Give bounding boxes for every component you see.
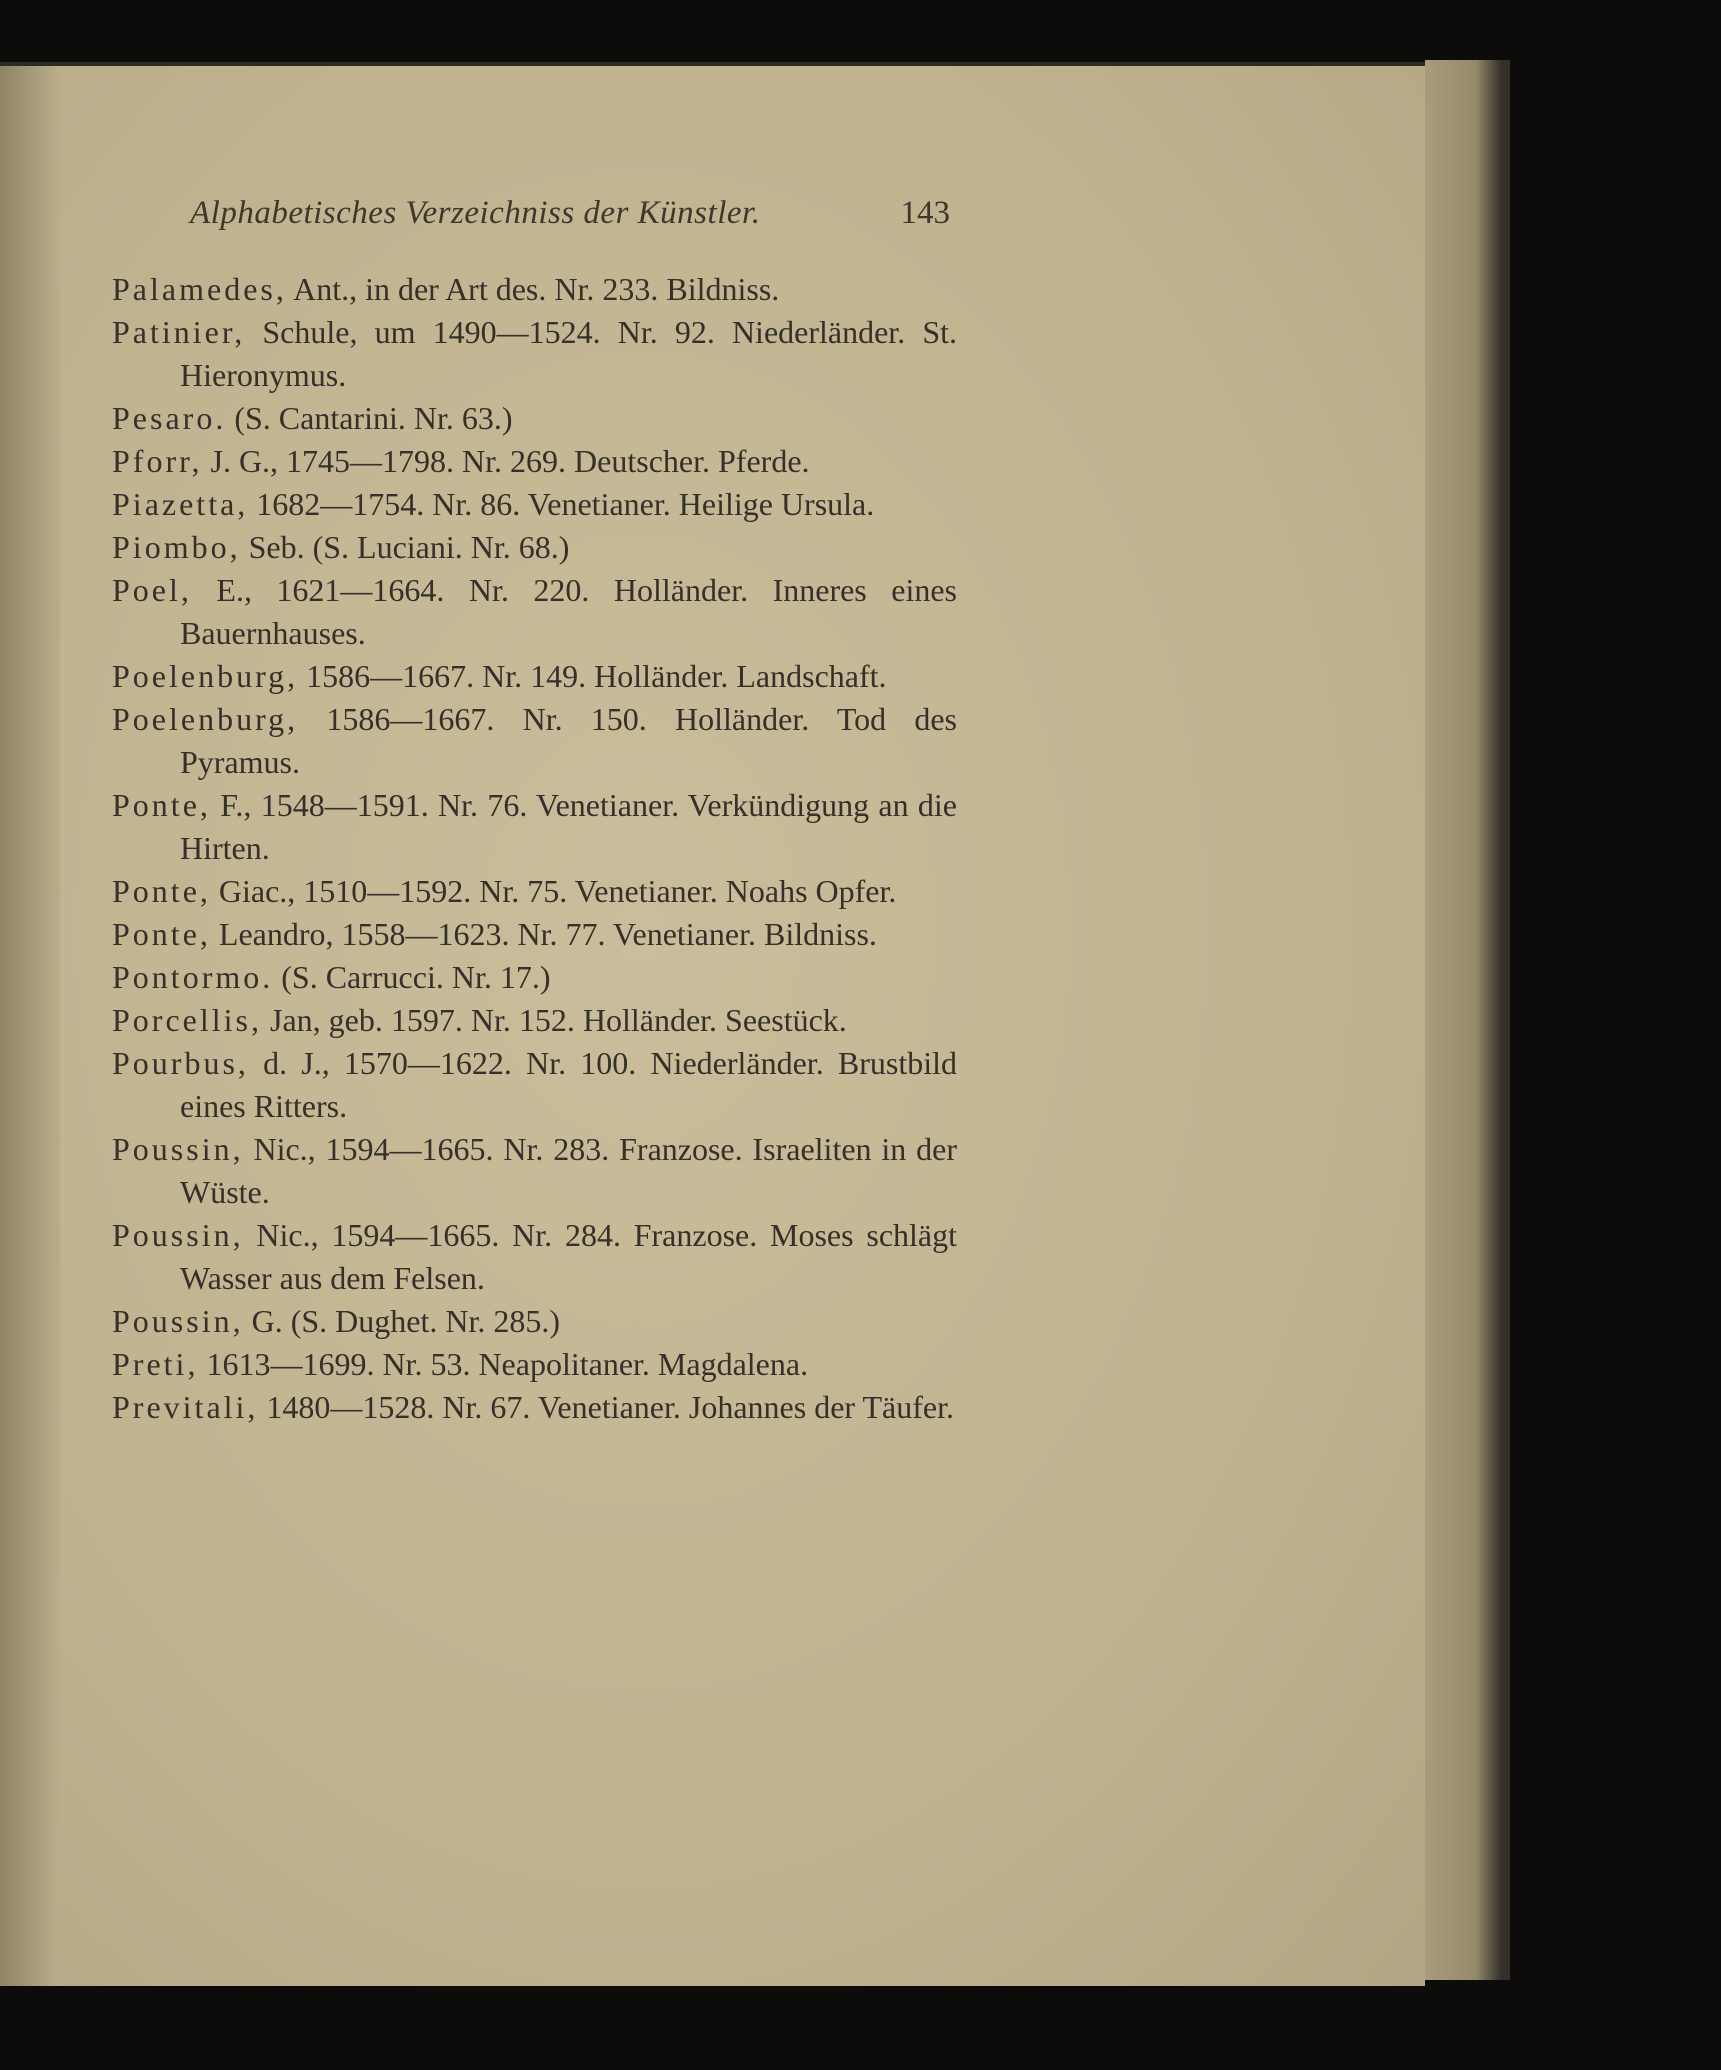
index-entry xyxy=(112,784,957,870)
entry-details: 1682—1754. Nr. 86. Venetianer. Heilige Ursula. xyxy=(256,486,875,522)
artist-name: Ponte, xyxy=(112,787,211,823)
artist-name: Poel, xyxy=(112,572,192,608)
entry-details: Nic., 1594—1665. Nr. 284. Franzose. Moses schlägt Wasser aus dem Felsen. xyxy=(180,1217,958,1296)
index-entry xyxy=(112,397,957,440)
entry-details: 1586—1667. Nr. 150. Holländer. Tod des Pyramus. xyxy=(180,701,958,780)
artist-name: Poussin, xyxy=(112,1131,244,1167)
entry-details: Jan, geb. 1597. Nr. 152. Holländer. Seestück. xyxy=(269,1002,847,1038)
entry-details: E., 1621—1664. Nr. 220. Holländer. Inneres eines Bauernhauses. xyxy=(180,572,958,651)
running-title: Alphabetisches Verzeichniss der Künstler. xyxy=(190,195,761,231)
page-header xyxy=(190,195,950,245)
index-entry xyxy=(112,268,957,311)
index-entry xyxy=(112,1386,957,1429)
artist-name: Pontormo. xyxy=(112,959,274,995)
index-entry xyxy=(112,569,957,655)
entry-details: G. (S. Dughet. Nr. 285.) xyxy=(251,1303,561,1339)
entry-details: Schule, um 1490—1524. Nr. 92. Niederländer. St. Hieronymus. xyxy=(180,314,958,393)
entry-details: Leandro, 1558—1623. Nr. 77. Venetianer. Bildniss. xyxy=(218,916,877,952)
artist-name: Pesaro. xyxy=(112,400,227,436)
artist-name: Ponte, xyxy=(112,916,211,952)
index-entry xyxy=(112,1300,957,1343)
entry-details: (S. Cantarini. Nr. 63.) xyxy=(234,400,513,436)
artist-name: Poelenburg, xyxy=(112,701,299,737)
page-number: 143 xyxy=(900,195,950,231)
artist-name: Poelenburg, xyxy=(112,658,299,694)
artist-name: Pforr, xyxy=(112,443,203,479)
entry-details: 1480—1528. Nr. 67. Venetianer. Johannes der Täufer. xyxy=(266,1389,954,1425)
index-entry xyxy=(112,655,957,698)
artist-name: Piombo, xyxy=(112,529,241,565)
entry-details: d. J., 1570—1622. Nr. 100. Niederländer. Brustbild eines Ritters. xyxy=(180,1045,958,1124)
index-entry xyxy=(112,440,957,483)
index-entry xyxy=(112,1343,957,1386)
entry-details: F., 1548—1591. Nr. 76. Venetianer. Verkündigung an die Hirten. xyxy=(180,787,957,866)
entry-details: (S. Carrucci. Nr. 17.) xyxy=(281,959,551,995)
entry-details: 1613—1699. Nr. 53. Neapolitaner. Magdalena. xyxy=(206,1346,809,1382)
entry-details: 1586—1667. Nr. 149. Holländer. Landschaft. xyxy=(306,658,887,694)
index-entry xyxy=(112,483,957,526)
index-entry xyxy=(112,311,957,397)
artist-name: Palamedes, xyxy=(112,271,287,307)
artist-name: Pourbus, xyxy=(112,1045,249,1081)
index-entry xyxy=(112,913,957,956)
entry-details: J. G., 1745—1798. Nr. 269. Deutscher. Pferde. xyxy=(210,443,810,479)
index-entry xyxy=(112,1128,957,1214)
index-entry xyxy=(112,999,957,1042)
index-entry xyxy=(112,526,957,569)
entry-details: Seb. (S. Luciani. Nr. 68.) xyxy=(248,529,570,565)
artist-name: Piazetta, xyxy=(112,486,249,522)
artist-name: Porcellis, xyxy=(112,1002,262,1038)
artist-name: Poussin, xyxy=(112,1217,244,1253)
index-entry xyxy=(112,870,957,913)
index-entry xyxy=(112,1042,957,1128)
artist-index-list xyxy=(112,268,957,1429)
entry-details: Giac., 1510—1592. Nr. 75. Venetianer. Noahs Opfer. xyxy=(218,873,897,909)
entry-details: Nic., 1594—1665. Nr. 283. Franzose. Israeliten in der Wüste. xyxy=(180,1131,958,1210)
index-entry xyxy=(112,1214,957,1300)
artist-name: Ponte, xyxy=(112,873,211,909)
index-entry xyxy=(112,698,957,784)
artist-name: Preti, xyxy=(112,1346,199,1382)
artist-name: Patinier, xyxy=(112,314,246,350)
book-edge xyxy=(1425,60,1510,1980)
artist-name: Previtali, xyxy=(112,1389,259,1425)
entry-details: Ant., in der Art des. Nr. 233. Bildniss. xyxy=(293,271,780,307)
index-entry xyxy=(112,956,957,999)
artist-name: Poussin, xyxy=(112,1303,244,1339)
